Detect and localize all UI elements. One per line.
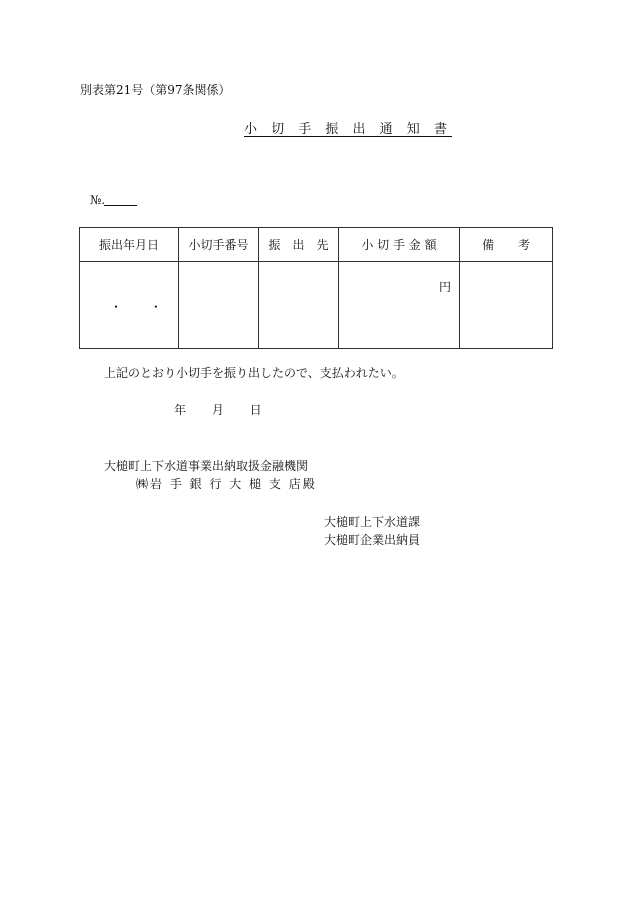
header-remarks: 備 考	[460, 228, 553, 262]
sender-department: 大槌町上下水道課	[324, 515, 421, 529]
yen-unit-label: 円	[438, 280, 451, 294]
addressee-institution: 大槌町上下水道事業出納取扱金融機関	[104, 459, 309, 473]
table-header-row	[80, 228, 553, 262]
sender-cashier: 大槌町企業出納員	[324, 533, 421, 547]
cell-check-number[interactable]	[179, 262, 259, 349]
number-label: №.	[90, 193, 106, 207]
signature-date-line: 年 月 日	[174, 403, 262, 417]
number-field-line	[104, 205, 137, 206]
table-row	[80, 262, 553, 349]
addressee-bank-branch: ㈱岩 手 銀 行 大 槌 支 店殿	[136, 477, 317, 491]
cell-payee[interactable]	[259, 262, 339, 349]
header-issue-date: 振出年月日	[80, 228, 179, 262]
header-payee: 振 出 先	[259, 228, 339, 262]
payment-statement: 上記のとおり小切手を振り出したので、支払われたい。	[104, 366, 404, 380]
header-check-number: 小切手番号	[179, 228, 259, 262]
form-reference: 別表第21号（第97条関係）	[80, 83, 231, 97]
date-separators: ・ ・	[110, 300, 162, 314]
check-notice-table	[79, 227, 553, 349]
header-check-amount: 小 切 手 金 額	[339, 228, 460, 262]
cell-issue-date[interactable]	[80, 262, 179, 349]
cell-check-amount[interactable]	[339, 262, 460, 349]
document-title: 小 切 手 振 出 通 知 書	[244, 122, 452, 137]
cell-remarks[interactable]	[460, 262, 553, 349]
